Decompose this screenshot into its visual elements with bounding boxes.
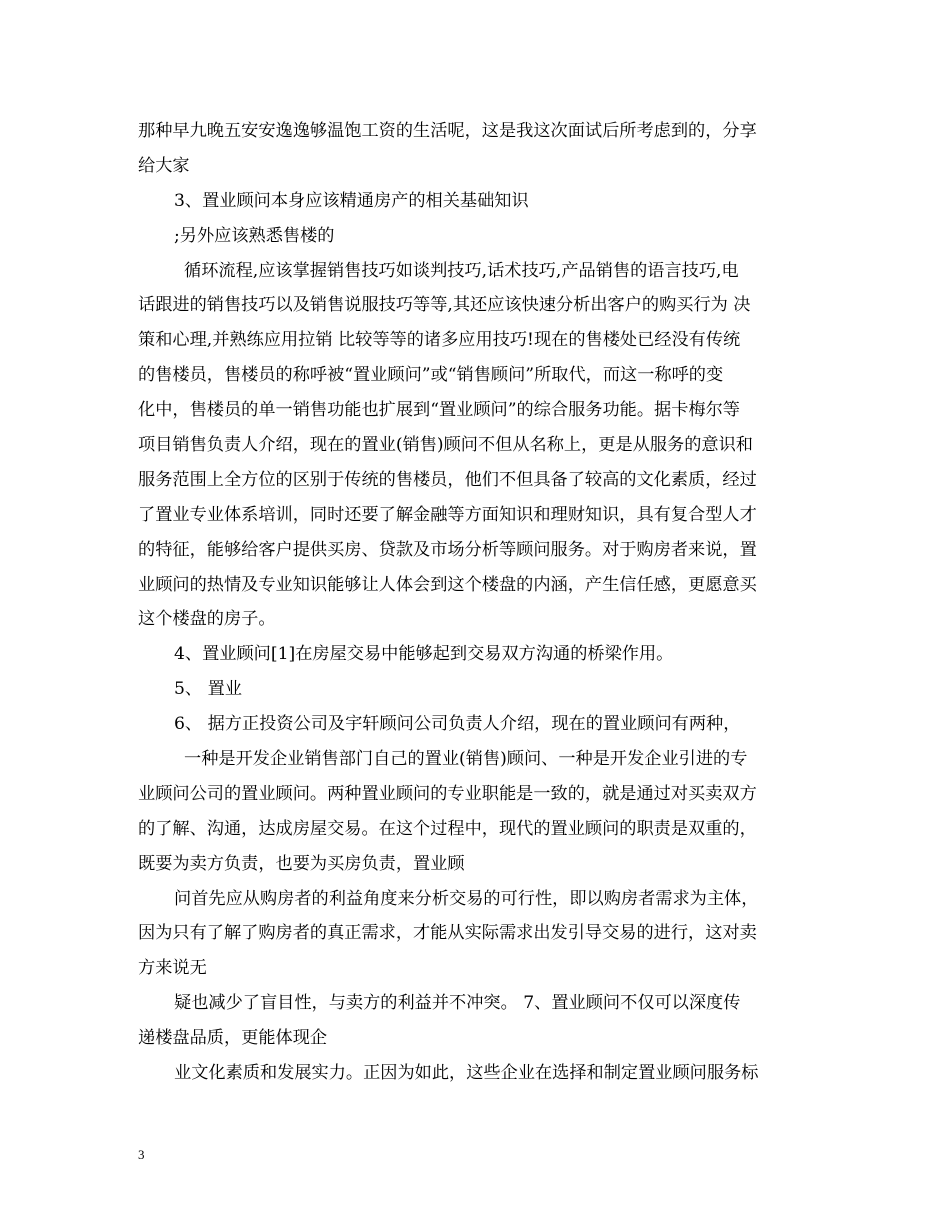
text-line: 因为只有了解了购房者的真正需求，才能从实际需求出发引导交易的进行，这对卖 [138,923,757,944]
page-number: 3 [138,1147,145,1162]
document-body [138,114,828,1091]
text-line: 的售楼员，售楼员的称呼被“置业顾问”或“销售顾问”所取代，而这一称呼的变 [138,365,724,386]
text-line: 那种早九晚五安安逸逸够温饱工资的生活呢，这是我这次面试后所考虑到的，分享 [138,121,757,141]
text-line: 策和心理,并熟练应用拉销 比较等等的诸多应用技巧!现在的售楼处已经没有传统 [138,330,741,351]
text-line: 的特征，能够给客户提供买房、贷款及市场分析等顾问服务。对于购房者来说，置 [138,539,757,560]
text-line: 这个楼盘的房子。 [138,609,276,630]
text-line: 循环流程,应该掌握销售技巧如谈判技巧,话术技巧,产品销售的语言技巧,电 [184,260,739,281]
text-line: 项目销售负责人介绍，现在的置业(销售)顾问不但从名称上，更是从服务的意识和 [138,435,753,456]
text-line: 递楼盘品质，更能体现企 [138,1028,328,1049]
text-line: 既要为卖方负责，也要为买房负责，置业顾 [138,853,465,874]
text-line: 话跟进的销售技巧以及销售说服技巧等等,其还应该快速分析出客户的购买行为 决 [138,295,751,316]
text-line: 业顾问公司的置业顾问。两种置业顾问的专业职能是一致的，就是通过对买卖双方 [138,783,757,804]
text-line: 一种是开发企业销售部门自己的置业(销售)顾问、一种是开发企业引进的专 [184,749,748,770]
text-line: 3、置业顾问本身应该精通房产的相关基础知识 [174,190,529,211]
text-line: 业顾问的热情及专业知识能够让人体会到这个楼盘的内涵，产生信任感，更愿意买 [138,574,757,595]
text-line: 方来说无 [138,958,207,979]
text-line: 的了解、沟通，达成房屋交易。在这个过程中，现代的置业顾问的职责是双重的， [138,818,757,839]
text-line: 业文化素质和发展实力。正因为如此，这些企业在选择和制定置业顾问服务标 [174,1063,759,1084]
text-line: 了置业专业体系培训，同时还要了解金融等方面知识和理财知识，具有复合型人才 [138,504,757,525]
text-line: 5、 置业 [174,679,242,700]
text-line: ;另外应该熟悉售楼的 [174,225,335,246]
text-line: 化中，售楼员的单一销售功能也扩展到“置业顾问”的综合服务功能。据卡梅尔等 [138,400,740,421]
text-line: 服务范围上全方位的区别于传统的售楼员，他们不但具备了较高的文化素质，经过 [138,469,757,490]
text-line: 问首先应从购房者的利益角度来分析交易的可行性，即以购房者需求为主体， [174,888,759,909]
text-line: 6、 据方正投资公司及宇轩顾问公司负责人介绍，现在的置业顾问有两种， [174,714,741,735]
text-line: 给大家 [138,155,190,176]
text-line: 疑也减少了盲目性，与卖方的利益并不冲突。 7、置业顾问不仅可以深度传 [174,993,741,1014]
text-line: 4、置业顾问[1]在房屋交易中能够起到交易双方沟通的桥梁作用。 [174,644,674,665]
